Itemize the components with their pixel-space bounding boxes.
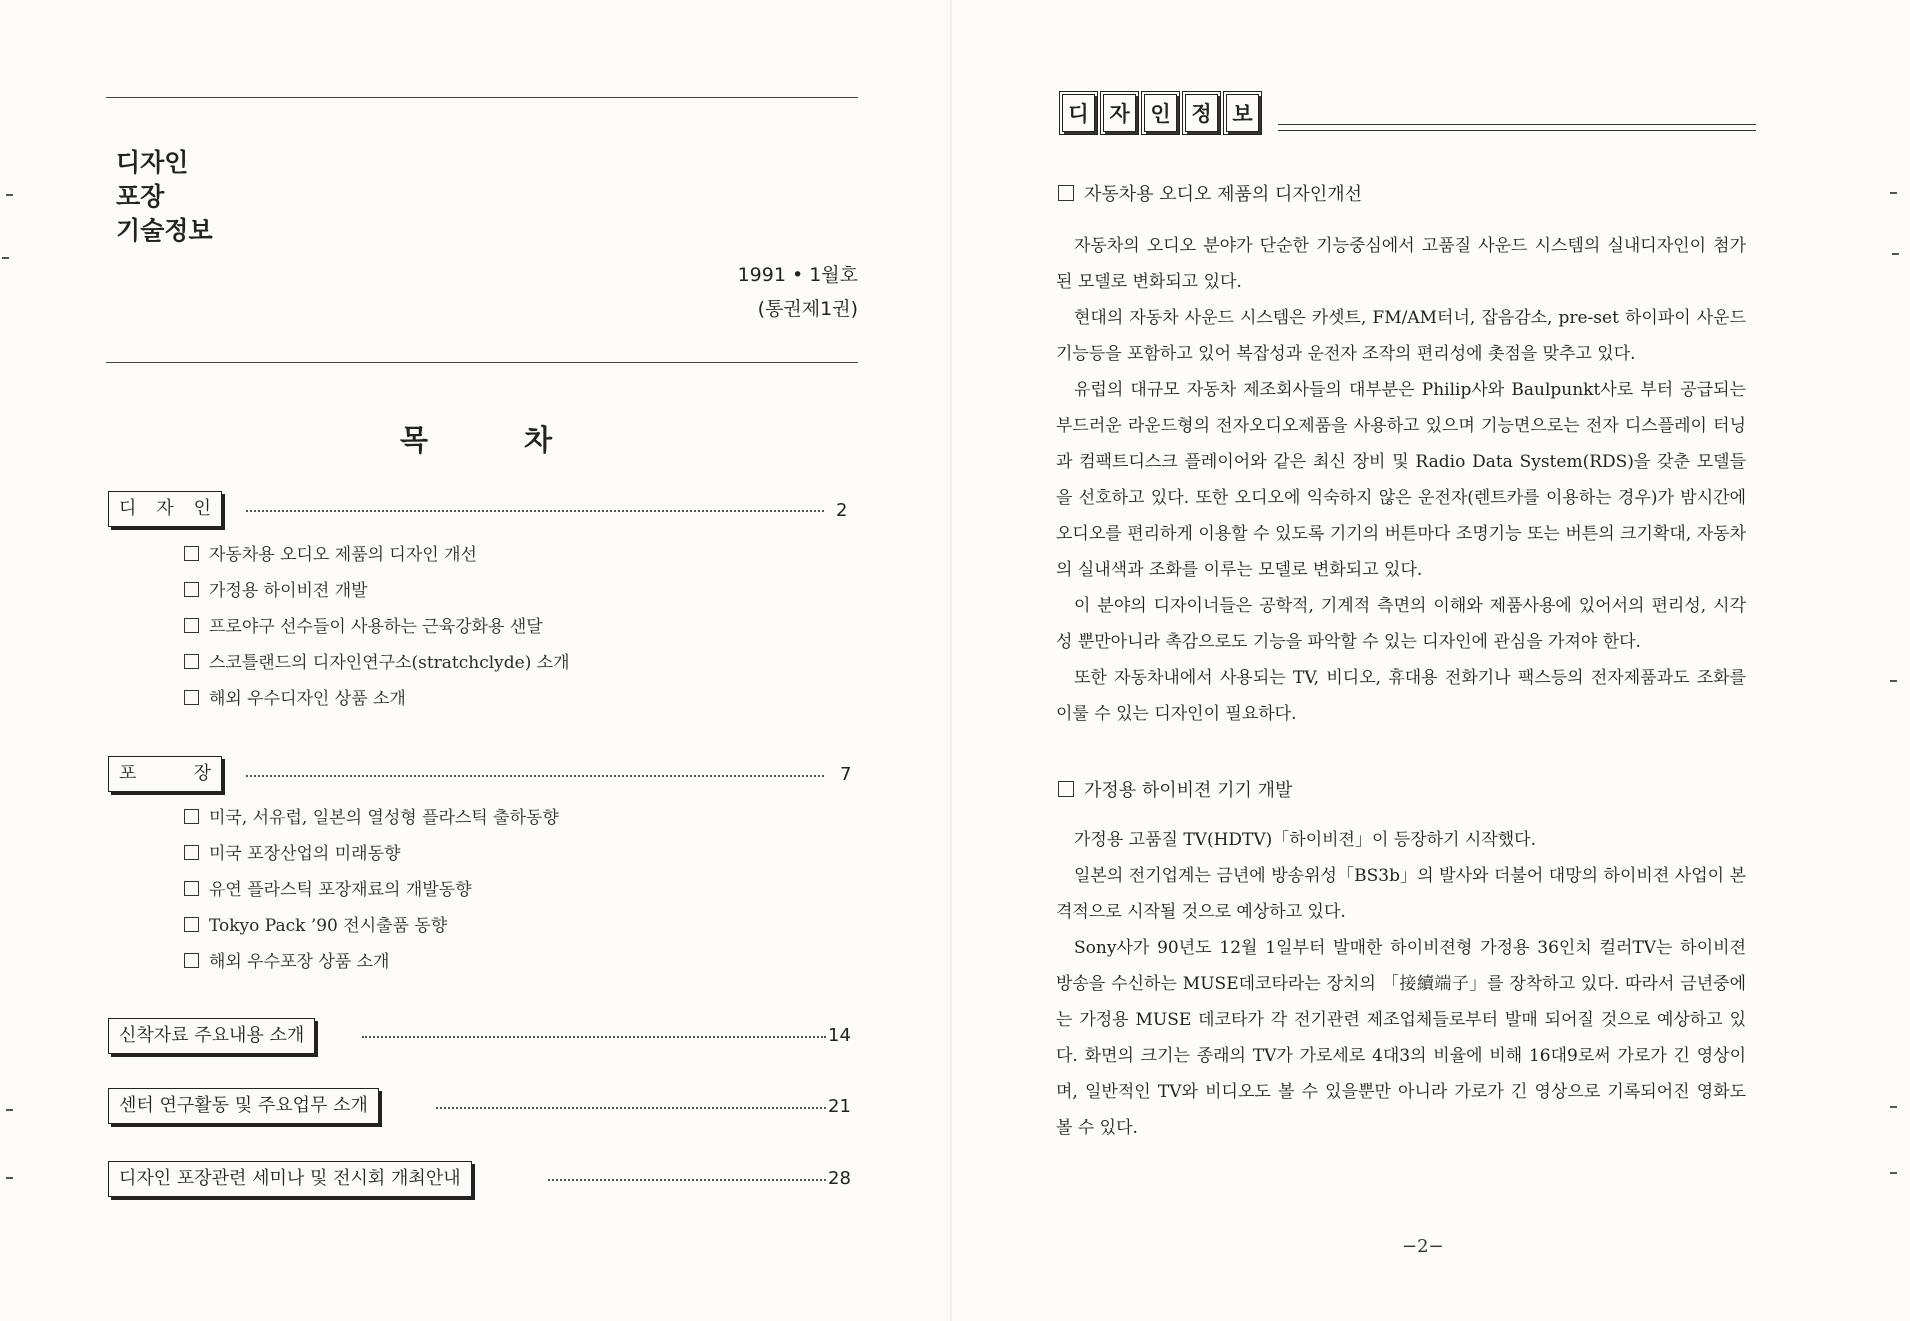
checkbox-icon xyxy=(1058,185,1074,201)
section-header-boxes xyxy=(1062,94,1263,132)
edge-mark xyxy=(1890,1106,1897,1108)
article-title-car-audio xyxy=(1058,180,1362,206)
issue-volume: (통권제1권) xyxy=(757,298,858,320)
toc-section-seminar-guide[interactable]: 디자인 포장관련 세미나 및 전시회 개최안내 xyxy=(108,1161,472,1197)
edge-mark xyxy=(6,1177,13,1179)
edge-mark xyxy=(1892,253,1899,255)
article-paragraph: 유럽의 대규모 자동차 제조회사들의 대부분은 Philip사와 Baulpunkt사로 부터 공급되는 부드러운 라운드형의 전자오디오제품을 사용하고 있으며 기능면으로는 전자 디스플레이 터닝과 컴팩트디스크 플레이어와 같은 최신 장비 및 Radio Data System(RDS)을 갖춘 모델들을 선호하고 있다. 또한 오디오에 익숙하지 않은 운전자(렌트카를 이용하는 경우)가 밤시간에 오디오를 편리하게 이용할 수 있도록 기기의 버튼마다 조명기능 또는 버튼의 크기확대, 자동차의 실내색과 조화를 이루는 모델로 변화되고 있다. xyxy=(1056,380,1746,580)
toc-item-label: 해외 우수포장 상품 소개 xyxy=(209,952,390,972)
toc-item[interactable] xyxy=(184,645,570,681)
edge-mark xyxy=(1890,192,1897,194)
toc-item[interactable] xyxy=(184,537,570,573)
magazine-title xyxy=(116,146,213,248)
toc-page-number: 14 xyxy=(828,1025,851,1046)
section-label-char: 인 xyxy=(193,498,211,519)
right-page xyxy=(952,0,1910,1321)
article-paragraph: 이 분야의 디자이너들은 공학적, 기계적 측면의 이해와 제품사용에 있어서의 편리성, 시각성 뿐만아니라 촉감으로도 기능을 파악할 수 있는 디자인에 관심을 가져야 한다. xyxy=(1056,596,1746,652)
toc-item-label: 미국 포장산업의 미래동향 xyxy=(209,844,401,864)
section-label-char: 자 xyxy=(156,498,174,519)
title-line: 디자인 xyxy=(116,148,189,177)
toc-item-list xyxy=(184,800,559,980)
article-title-text: 가정용 하이비젼 기기 개발 xyxy=(1084,780,1293,801)
toc-page-number: 2 xyxy=(836,500,848,521)
checkbox-icon xyxy=(184,953,199,968)
toc-section-packaging[interactable] xyxy=(108,756,222,792)
leader-dots xyxy=(246,510,824,512)
article-paragraph: 또한 자동차내에서 사용되는 TV, 비디오, 휴대용 전화기나 팩스등의 전자제품과도 조화를 이룰 수 있는 디자인이 필요하다. xyxy=(1056,668,1746,724)
edge-mark xyxy=(1890,1172,1897,1174)
header-char-box: 정 xyxy=(1185,94,1218,132)
article-paragraph: 현대의 자동차 사운드 시스템은 카셋트, FM/AM터너, 잡음감소, pre-set 하이파이 사운드 기능등을 포함하고 있어 복잡성과 운전자 조작의 편리성에 촛점을 맞추고 있다. xyxy=(1056,308,1746,364)
left-page xyxy=(0,0,952,1321)
checkbox-icon xyxy=(184,582,199,597)
title-line: 기술정보 xyxy=(116,216,213,245)
toc-item[interactable] xyxy=(184,872,559,908)
checkbox-icon xyxy=(184,917,199,932)
edge-mark xyxy=(2,257,9,259)
toc-section-design[interactable] xyxy=(108,491,222,527)
header-char-box: 자 xyxy=(1103,94,1136,132)
issue-info xyxy=(738,258,858,326)
header-rule xyxy=(1278,124,1756,125)
top-rule xyxy=(106,97,858,98)
leader-dots xyxy=(436,1107,826,1109)
article-title-text: 자동차용 오디오 제품의 디자인개선 xyxy=(1084,184,1362,205)
checkbox-icon xyxy=(184,618,199,633)
toc-item-label: 유연 플라스틱 포장재료의 개발동향 xyxy=(209,880,472,900)
header-char-box: 보 xyxy=(1226,94,1259,132)
article-paragraph: 가정용 고품질 TV(HDTV)「하이비젼」이 등장하기 시작했다. xyxy=(1074,830,1536,850)
toc-section-center-activities[interactable]: 센터 연구활동 및 주요업무 소개 xyxy=(108,1088,379,1124)
section-label-char: 장 xyxy=(193,763,211,784)
toc-item-label: Tokyo Pack ’90 전시출품 동향 xyxy=(209,916,448,936)
page-number: −2− xyxy=(1402,1236,1444,1257)
toc-heading xyxy=(400,418,560,459)
toc-page-number: 28 xyxy=(828,1168,851,1189)
edge-mark xyxy=(6,194,13,196)
toc-item-label: 미국, 서유럽, 일본의 열성형 플라스틱 출하동향 xyxy=(209,808,559,828)
section-label-char: 포 xyxy=(119,763,137,784)
toc-item[interactable] xyxy=(184,573,570,609)
leader-dots xyxy=(548,1179,826,1181)
toc-section-new-materials[interactable]: 신착자료 주요내용 소개 xyxy=(108,1018,315,1054)
header-char-box: 인 xyxy=(1144,94,1177,132)
header-rule xyxy=(1278,130,1756,131)
middle-rule xyxy=(106,362,858,363)
issue-date: 1991 • 1월호 xyxy=(737,264,858,286)
toc-item[interactable] xyxy=(184,681,570,717)
toc-item[interactable] xyxy=(184,836,559,872)
header-char-box: 디 xyxy=(1062,94,1095,132)
checkbox-icon xyxy=(184,809,199,824)
toc-item[interactable] xyxy=(184,944,559,980)
checkbox-icon xyxy=(184,881,199,896)
toc-item[interactable] xyxy=(184,800,559,836)
toc-item-label: 가정용 하이비젼 개발 xyxy=(209,581,368,601)
checkbox-icon xyxy=(1058,781,1074,797)
toc-heading-char: 차 xyxy=(524,423,553,457)
toc-item-label: 스코틀랜드의 디자인연구소(stratchclyde) 소개 xyxy=(209,653,570,673)
title-line: 포장 xyxy=(116,182,165,211)
leader-dots xyxy=(246,775,824,777)
toc-page-number: 21 xyxy=(828,1096,851,1117)
toc-item-label: 해외 우수디자인 상품 소개 xyxy=(209,689,406,709)
checkbox-icon xyxy=(184,654,199,669)
checkbox-icon xyxy=(184,845,199,860)
checkbox-icon xyxy=(184,690,199,705)
article-paragraph: 일본의 전기업계는 금년에 방송위성「BS3b」의 발사와 더불어 대망의 하이비젼 사업이 본격적으로 시작될 것으로 예상하고 있다. xyxy=(1056,866,1746,922)
toc-item-list xyxy=(184,537,570,717)
article-paragraph: Sony사가 90년도 12월 1일부터 발매한 하이비젼형 가정용 36인치 컬러TV는 하이비젼 방송을 수신하는 MUSE데코타라는 장치의 「接續端子」를 장착하고 있다. 따라서 금년중에는 가정용 MUSE 데코타가 각 전기관련 제조업체들로부터 발매 되어질 것으로 예상하고 있다. 화면의 크기는 종래의 TV가 가로세로 4대3의 비율에 비해 16대9로써 가로가 긴 영상이며, 일반적인 TV와 비디오도 볼 수 있을뿐만 아니라 가로가 긴 영상으로 기록되어진 영화도 볼 수 있다. xyxy=(1056,938,1746,1138)
toc-heading-char: 목 xyxy=(400,423,429,457)
article-paragraph: 자동차의 오디오 분야가 단순한 기능중심에서 고품질 사운드 시스템의 실내디자인이 첨가된 모델로 변화되고 있다. xyxy=(1056,236,1746,292)
toc-item-label: 자동차용 오디오 제품의 디자인 개선 xyxy=(209,545,477,565)
edge-mark xyxy=(1890,680,1897,682)
edge-mark xyxy=(6,1109,13,1111)
leader-dots xyxy=(362,1036,826,1038)
article-title-hdtv xyxy=(1058,776,1292,802)
toc-item[interactable] xyxy=(184,609,570,645)
toc-item[interactable] xyxy=(184,908,559,944)
toc-item-label: 프로야구 선수들이 사용하는 근육강화용 샌달 xyxy=(209,617,543,637)
checkbox-icon xyxy=(184,546,199,561)
section-label-char: 디 xyxy=(119,498,137,519)
toc-page-number: 7 xyxy=(840,764,852,785)
